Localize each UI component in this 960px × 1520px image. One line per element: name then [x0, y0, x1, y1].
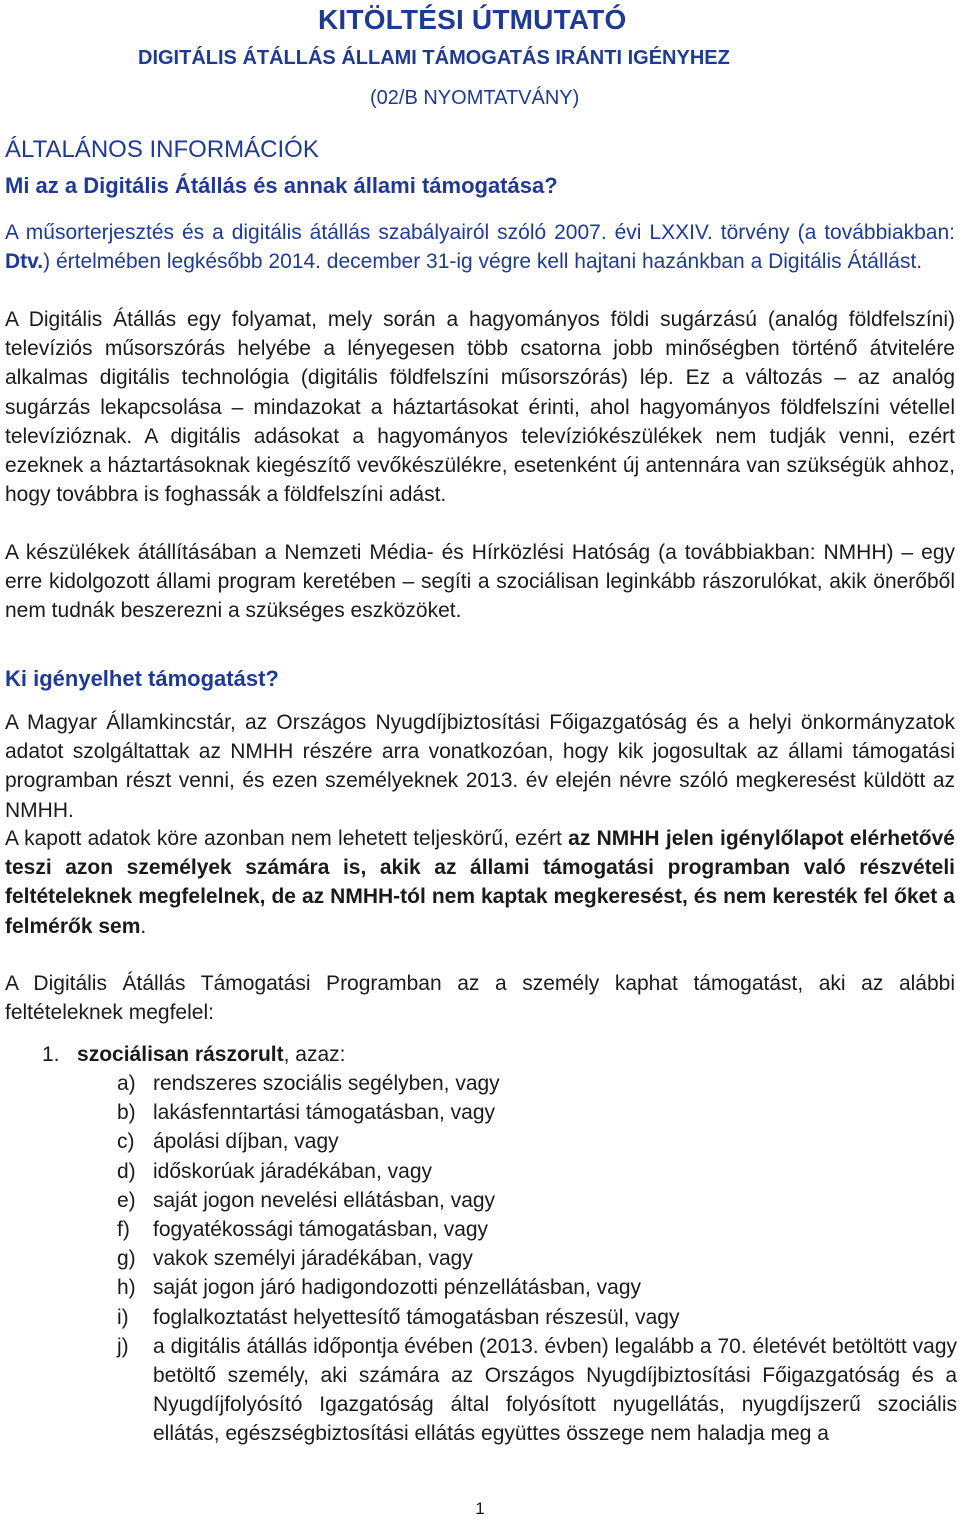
list-item-bold: szociálisan rászorult	[77, 1043, 284, 1066]
sublist-item	[117, 1215, 957, 1244]
condition-sublist	[117, 1069, 957, 1449]
list-item-rest: , azaz:	[283, 1043, 346, 1066]
sublist-item	[117, 1273, 957, 1302]
sublist-item	[117, 1303, 957, 1332]
sublist-item	[117, 1127, 957, 1156]
page-number: 1	[475, 1499, 485, 1518]
list-item-1	[42, 1040, 345, 1069]
intro-paragraph	[5, 218, 955, 276]
sublist-text: saját jogon járó hadigondozotti pénzellátásban, vagy	[153, 1276, 642, 1300]
intro-bold: Dtv.	[5, 250, 44, 274]
sublist-letter: a)	[117, 1072, 136, 1095]
sublist-letter: e)	[117, 1188, 136, 1212]
sublist-letter: d)	[117, 1159, 136, 1183]
sublist-letter: h)	[117, 1276, 136, 1300]
sublist-letter: c)	[117, 1130, 135, 1154]
paragraph-data-providers: A Magyar Államkincstár, az Országos Nyugdíjbiztosítási Főigazgatóság és a helyi önkormányzatok adatot szolgáltattak az NMHH részére arra vonatkozóan, hogy kik jogosultak az állami támogatási programban részt venni, és ezen személyeknek 2013. év elején névre szóló megkeresést küldött az NMHH.	[5, 711, 955, 822]
sublist-text: ápolási díjban, vagy	[153, 1130, 339, 1154]
question-heading-2: Ki igényelhet támogatást?	[5, 666, 279, 691]
sublist-letter: f)	[117, 1218, 130, 1242]
document-subtitle: DIGITÁLIS ÁTÁLLÁS ÁLLAMI TÁMOGATÁS IRÁNTI IGÉNYHEZ	[138, 47, 730, 69]
sublist-letter: j)	[117, 1334, 129, 1358]
paragraph-eligibility: A Digitális Átállás Támogatási Programban az a személy kaphat támogatást, aki az alábbi feltételeknek megfelel:	[5, 972, 955, 1025]
paragraph-nmhh-program: A készülékek átállításában a Nemzeti Média- és Hírközlési Hatóság (a továbbiakban: NMHH) – egy erre kidolgozott állami program keretében – segíti a szociálisan leginkább rászorulókat, akik önerőből nem tudnák beszerezni a szükséges eszközöket.	[5, 541, 955, 623]
sublist-item	[117, 1157, 957, 1186]
sublist-text: lakásfenntartási támogatásban, vagy	[153, 1101, 496, 1125]
sublist-text: a digitális átállás időpontja évében (2013. évben) legalább a 70. életévét betöltött vagy betöltő személy, aki számára az Országos Nyugdíjbiztosítási Főigazgatóság és a Nyugdíjfolyósító Igazgatóság által folyósított nyugellátás, nyugdíjszerű szociális ellátás, egészségbiztosítási ellátás együttes összege nem haladja meg a	[153, 1334, 957, 1446]
sublist-item	[117, 1186, 957, 1215]
para4-text: A kapott adatok köre azonban nem lehetett teljeskörű, ezért	[5, 827, 569, 850]
sublist-text: foglalkoztatást helyettesítő támogatásban részesül, vagy	[153, 1305, 680, 1329]
sublist-text: fogyatékossági támogatásban, vagy	[153, 1218, 489, 1242]
paragraph-application-form	[5, 824, 955, 941]
para4-end: .	[140, 914, 147, 938]
sublist-item	[117, 1098, 957, 1127]
sublist-item	[117, 1244, 957, 1273]
form-code: (02/B NYOMTATVÁNY)	[370, 87, 580, 109]
intro-text-2: ) értelmében legkésőbb 2014. december 31-ig végre kell hajtani hazánkban a Digitális Átállást.	[43, 250, 923, 274]
question-heading-1: Mi az a Digitális Átállás és annak állami támogatása?	[5, 173, 558, 198]
paragraph-digital-transition: A Digitális Átállás egy folyamat, mely során a hagyományos földi sugárzású (analóg földfelszíni) televíziós műsorszórás helyébe a lényegesen több csatorna jobb minőségben történő átvitelére alkalmas digitális technológia (digitális földfelszíni műsorszórás) lép. Ez a változás – az analóg sugárzás lekapcsolása – mindazokat a háztartásokat érinti, ahol hagyományos földfelszíni vétellel televízióznak. A digitális adásokat a hagyományos televíziókészülékek nem tudják venni, ezért ezeknek a háztartásoknak kiegészítő vevőkészülékre, esetenként új antennára van szükségük ahhoz, hogy továbbra is foghassák a földfelszíni adást.	[5, 308, 955, 507]
sublist-text: vakok személyi járadékában, vagy	[153, 1247, 473, 1271]
sublist-text: időskorúak járadékában, vagy	[153, 1159, 433, 1183]
sublist-text: saját jogon nevelési ellátásban, vagy	[153, 1188, 496, 1212]
sublist-item	[117, 1069, 957, 1098]
section-heading: ÁLTALÁNOS INFORMÁCIÓK	[5, 136, 319, 163]
sublist-letter: i)	[117, 1305, 129, 1329]
document-title: KITÖLTÉSI ÚTMUTATÓ	[318, 4, 627, 35]
list-number: 1.	[42, 1043, 60, 1066]
para4-bold: az NMHH jelen igénylőlapot elérhetővé teszi azon személyek számára is, akik az állami támogatási programban való részvételi feltételeknek megfelelnek, de az NMHH-tól nem kaptak megkeresést, és nem keresték fel őket a felmérők sem	[5, 827, 955, 938]
sublist-item	[117, 1332, 957, 1449]
sublist-letter: g)	[117, 1247, 136, 1271]
intro-text-1: A műsorterjesztés és a digitális átállás szabályairól szóló 2007. évi LXXIV. törvény (a továbbiakban:	[5, 221, 955, 244]
sublist-text: rendszeres szociális segélyben, vagy	[153, 1072, 500, 1095]
sublist-letter: b)	[117, 1101, 136, 1125]
